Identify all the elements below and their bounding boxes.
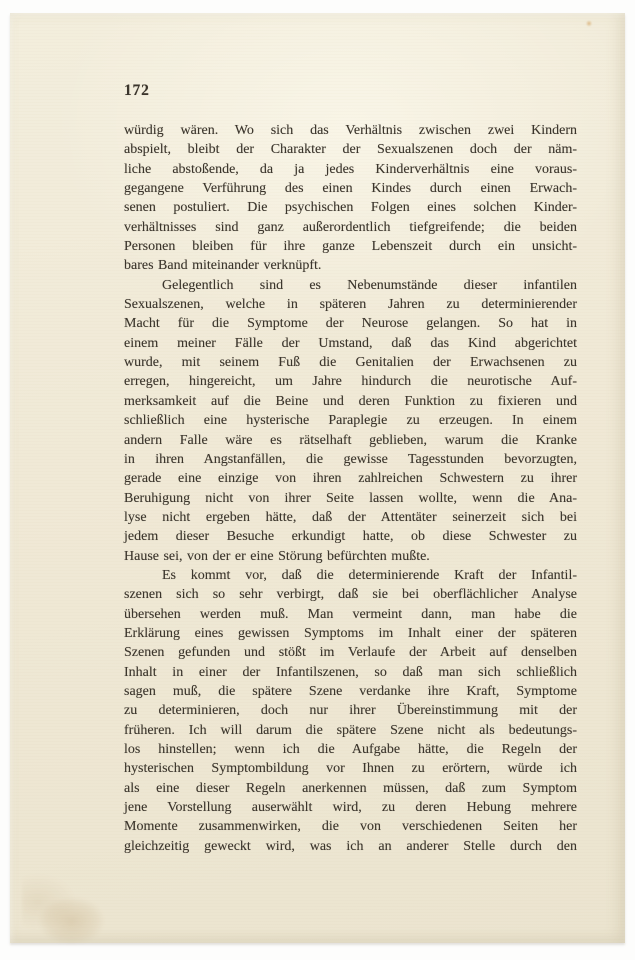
text-line: bares Band miteinander verknüpft. bbox=[124, 258, 322, 274]
paper-stain bbox=[22, 868, 152, 953]
text-line: lyse nicht ergeben hätte, daß der Attentäter seinerzeit sich bei bbox=[124, 509, 577, 525]
text-line: jene Vorstellung auserwählt wird, zu deren Hebung mehrere bbox=[124, 800, 577, 816]
text-line: als eine dieser Regeln anerkennen müssen, daß zum Symptom bbox=[124, 780, 577, 796]
page-number: 172 bbox=[124, 82, 150, 99]
text-line: Es kommt vor, daß die determinierende Kraft der Infantil- bbox=[162, 567, 577, 583]
text-line: sagen muß, die spätere Szene verdanke ihre Kraft, Symptome bbox=[124, 683, 577, 699]
text-line: senen postuliert. Die psychischen Folgen eines solchen Kinder- bbox=[124, 200, 577, 216]
text-line: Momente zusammenwirken, die von verschiedenen Seiten her bbox=[124, 819, 577, 835]
text-line: los hinstellen; wenn ich die Aufgabe hätte, die Regeln der bbox=[124, 742, 577, 757]
text-line: Sexualszenen, welche in späteren Jahren zu determinierender bbox=[124, 297, 577, 313]
text-line: einem meiner Fälle der Umstand, daß das Kind abgerichtet bbox=[124, 335, 577, 351]
text-line: szenen sich so sehr verbirgt, daß sie bei oberflächlicher Analyse bbox=[124, 587, 577, 603]
text-line: würdig wären. Wo sich das Verhältnis zwischen zwei Kindern bbox=[124, 123, 577, 138]
text-line: Macht für die Symptome der Neurose gelangen. So hat in bbox=[124, 316, 577, 332]
text-line: jedem dieser Besuche erkundigt hatte, ob diese Schwester zu bbox=[124, 529, 577, 545]
text-line: zu determinieren, doch nur ihrer Übereinstimmung mit der bbox=[124, 703, 577, 719]
text-line: Erklärung eines gewissen Symptoms im Inhalt einer der späteren bbox=[124, 625, 577, 641]
text-line: verhältnisses sind ganz außerordentlich tiefgreifende; die beiden bbox=[124, 219, 577, 235]
text-line: wurde, mit seinem Fuß die Genitalien der Erwachsenen zu bbox=[124, 355, 577, 371]
text-line: liche abstoßende, da ja jedes Kinderverhältnis eine voraus- bbox=[124, 161, 577, 177]
text-line: Beruhigung nicht von ihrer Seite lassen wollte, wenn die Ana- bbox=[124, 490, 577, 506]
body-text bbox=[124, 121, 577, 856]
text-line: übersehen werden muß. Man vermeint dann, man habe die bbox=[124, 606, 577, 622]
text-line: erregen, hingereicht, um Jahre hindurch die neurotische Auf- bbox=[124, 374, 577, 390]
text-line: gegangene Verführung des einen Kindes durch einen Erwach- bbox=[124, 181, 577, 197]
text-line: früheren. Ich will darum die spätere Szene nicht als bedeutungs- bbox=[124, 722, 577, 738]
text-line: abspielt, bleibt der Charakter der Sexualszenen doch der näm- bbox=[124, 142, 577, 158]
paper-fleck bbox=[586, 20, 592, 27]
text-line: merksamkeit auf die Beine und deren Funktion zu fixieren und bbox=[124, 393, 577, 409]
text-line: andern Falle wäre es rätselhaft geblieben, warum die Kranke bbox=[124, 432, 577, 448]
book-page bbox=[10, 13, 625, 943]
text-line: gleichzeitig geweckt wird, was ich an anderer Stelle durch den bbox=[124, 838, 577, 854]
text-line: schließlich eine hysterische Paraplegie zu erzeugen. In einem bbox=[124, 413, 577, 429]
text-line: in ihren Angstanfällen, die gewisse Tagesstunden bevorzugten, bbox=[124, 451, 577, 467]
text-line: Inhalt in einer der Infantilszenen, so daß man sich schließlich bbox=[124, 664, 577, 680]
text-line: gerade eine einzige von ihren zahlreichen Schwestern zu ihrer bbox=[124, 471, 577, 487]
text-line: hysterischen Symptombildung vor Ihnen zu erörtern, würde ich bbox=[124, 761, 577, 777]
text-line: Gelegentlich sind es Nebenumstände dieser infantilen bbox=[162, 277, 577, 293]
text-line: Hause sei, von der er eine Störung befürchten mußte. bbox=[124, 548, 430, 564]
text-line: Personen bleiben für ihre ganze Lebenszeit durch ein unsicht- bbox=[124, 239, 577, 255]
text-line: Szenen gefunden und stößt im Verlaufe der Arbeit auf denselben bbox=[124, 645, 577, 661]
